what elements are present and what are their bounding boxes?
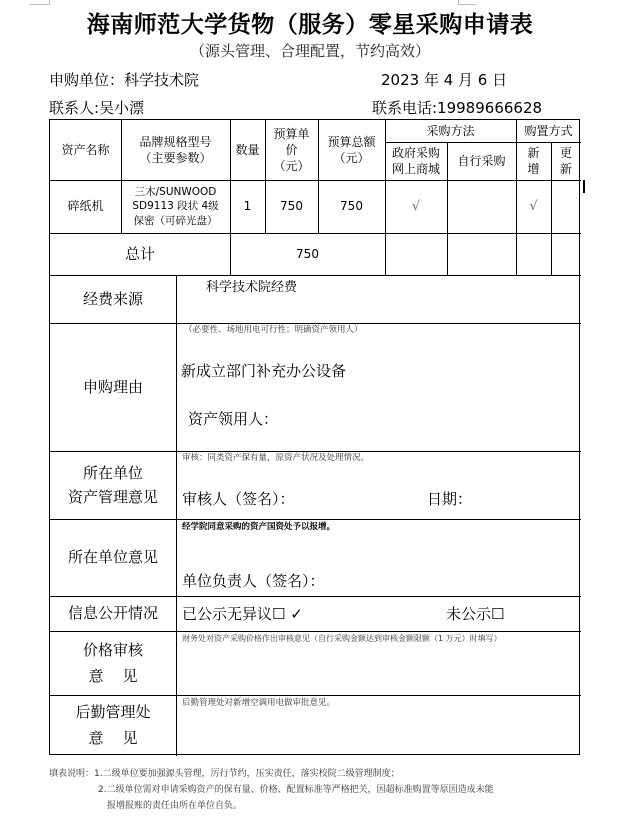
asset-mgmt-field[interactable] [176,451,581,519]
fund-source-value[interactable]: 科学技术院经费 [206,280,298,295]
header-unit-price-line1: 预算单 [273,126,310,141]
header-new [516,142,551,180]
text-cursor [583,180,585,193]
reason-label: 申购理由 [82,377,143,396]
header-total-line2: （元） [333,151,370,165]
header-unit-price-line3: （元） [273,159,310,174]
item-asset-name[interactable]: 碎纸机 [67,199,104,214]
price-review-label-line1: 价格审核 [82,640,143,659]
unit-opinion-field[interactable] [176,519,581,596]
asset-mgmt-hint: 审核：同类资产保有量，原资产状况及处理情况。 [182,453,370,463]
item-spec[interactable] [121,180,230,233]
header-new-line1: 新 [527,145,540,160]
header-gov-mall [385,142,447,180]
reason-hint: （必要性、场地用电可行性；明确资产领用人） [184,325,363,335]
header-asset-name: 资产名称 [61,142,110,157]
asset-user-label: 资产领用人： [188,410,279,428]
logistics-label-line1: 后勤管理处 [75,702,151,721]
review-date-label: 日期： [427,490,473,508]
contact-person: 联系人:吴小漂 [49,99,145,117]
header-self-purchase: 自行采购 [457,153,506,168]
header-gov-mall-line1: 政府采购 [391,145,440,160]
page-corner-mark-left [29,0,50,5]
reviewer-signature-label: 审核人（签名）： [182,490,295,508]
header-spec-line1: 品牌规格型号 [139,134,212,149]
price-review-hint: 财务处对资产采购价格作出审核意见（自行采购金额达到审核金额限额（1 万元）时填写） [182,634,502,643]
note-line-1: 填表说明：1.二级单位要加强源头管理，厉行节约，压实责任，落实校院二级管理制度； [49,769,400,779]
document-subtitle: （源头管理、合理配置，节约高效） [189,42,430,60]
item-new-check-icon[interactable]: √ [529,198,538,214]
header-spec [121,120,230,180]
item-spec-line3: 保密（可碎光盘） [133,214,218,227]
header-gov-mall-line2: 网上商城 [391,162,440,176]
logistics-label-line2: 意 见 [88,729,138,747]
contact-phone: 联系电话:19989666628 [372,99,543,117]
fund-source-label: 经费来源 [82,289,143,308]
note-line-3: 报增报账的责任由所在单位自负。 [107,801,243,811]
applicant-unit: 申购单位：科学技术院 [49,71,200,89]
note-line-2: 2.二级单位需对申请采购资产的保有量、价格、配置标准等严格把关，因超标准购置等原因造成未能 [98,785,494,795]
item-spec-line2: SD9113 段状 4级 [132,200,219,213]
document-title: 海南师范大学货物（服务）零星采购申请表 [86,12,534,38]
header-acquisition-type: 购置方式 [524,123,573,138]
header-procurement-method: 采购方法 [426,123,475,138]
header-unit-price-line2: 价 [285,142,298,157]
header-total-line1: 预算总额 [327,134,376,149]
item-unit-price[interactable]: 750 [280,199,303,214]
page-corner-mark-right [458,0,476,5]
header-replace-line2: 新 [559,162,572,176]
unit-opinion-hint: 经学院同意采购的资产国资处予以报增。 [182,522,336,532]
price-review-label-line2: 意 见 [88,667,138,685]
item-self-purchase[interactable] [447,180,516,233]
header-quantity: 数量 [235,142,260,157]
total-label: 总计 [124,244,155,263]
price-review-field[interactable] [176,631,581,695]
item-total[interactable]: 750 [340,199,363,214]
disclosure-field [176,596,581,631]
asset-mgmt-label-line2: 资产管理意见 [67,488,158,506]
logistics-hint: 后勤管理处对新增空调用电做审批意见。 [182,698,336,708]
header-spec-line2: （主要参数） [139,151,212,165]
reason-field[interactable] [176,323,581,451]
total-value[interactable]: 750 [296,246,319,261]
application-date: 2023 年 4 月 6 日 [381,71,508,89]
unit-opinion-label: 所在单位意见 [67,548,158,567]
logistics-field[interactable] [176,695,581,755]
procurement-table [49,119,580,755]
header-replace [551,142,581,180]
item-spec-line1: 三木/SUNWOOD [134,186,217,199]
unit-head-signature-label: 单位负责人（签名）： [182,572,325,590]
filling-notes [49,766,494,814]
asset-mgmt-label [50,451,176,519]
header-total [318,120,385,180]
reason-value[interactable]: 新成立部门补充办公设备 [181,362,347,380]
item-replace[interactable] [551,180,581,233]
item-quantity[interactable]: 1 [243,199,252,214]
disclosure-no-checkbox[interactable]: 未公示☐ [446,605,505,623]
header-new-line2: 增 [527,162,540,176]
disclosure-label: 信息公开情况 [67,604,158,623]
disclosure-yes-checkbox[interactable]: 已公示无异议☐ ✓ [182,605,303,623]
logistics-label [50,695,176,755]
header-replace-line1: 更 [559,145,572,160]
price-review-label [50,631,176,695]
header-unit-price [265,120,318,180]
asset-mgmt-label-line1: 所在单位 [82,464,143,482]
item-gov-mall-check-icon[interactable]: √ [411,198,421,214]
